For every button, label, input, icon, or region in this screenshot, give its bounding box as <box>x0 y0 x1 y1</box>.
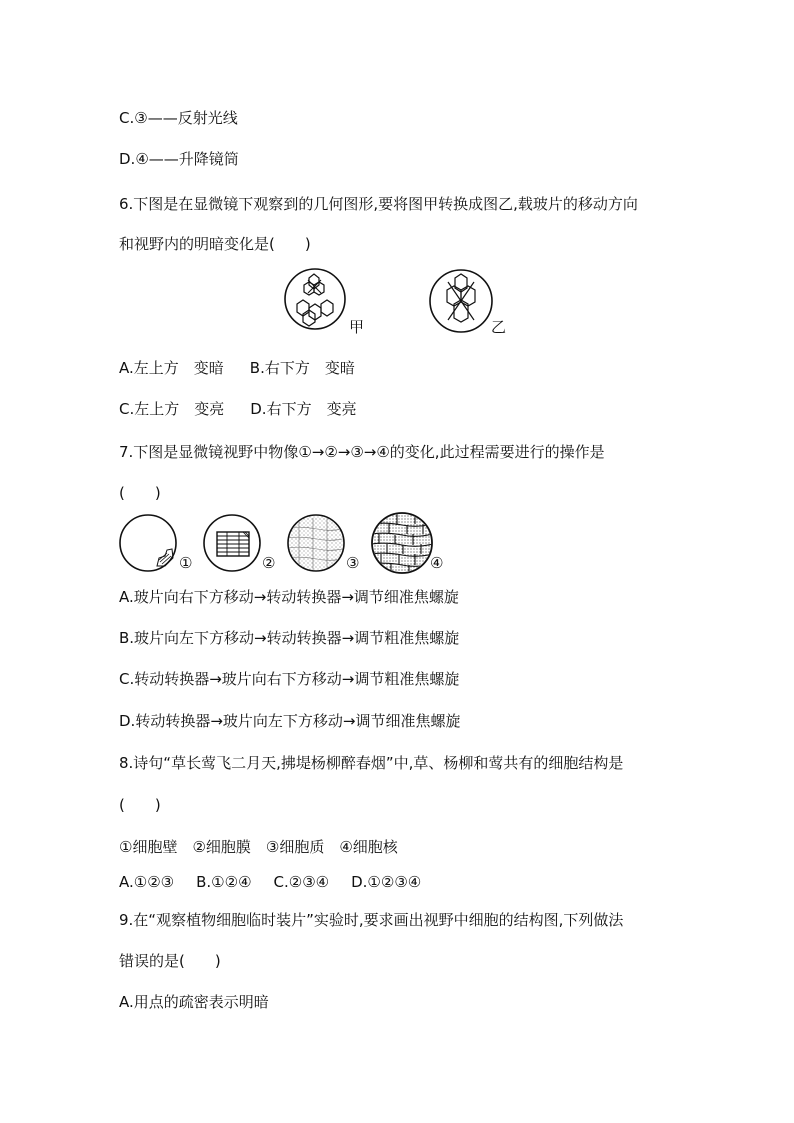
figure-yi <box>428 268 494 334</box>
q6-option-d: D.右下方 变亮 <box>250 400 357 418</box>
microscope-view-3-label: ③ <box>346 554 360 572</box>
q8-stem-line2: ( ) <box>119 796 161 814</box>
microscope-view-1-label: ① <box>179 554 193 572</box>
q6-option-a: A.左上方 变暗 <box>119 359 224 377</box>
q7-option-a: A.玻片向右下方移动→转动转换器→调节细准焦螺旋 <box>119 588 459 606</box>
q6-options-cd <box>119 398 357 420</box>
q8-items: ①细胞壁 ②细胞膜 ③细胞质 ④细胞核 <box>119 838 398 856</box>
q8-option-c: C.②③④ <box>273 873 330 891</box>
q9-stem-line2: 错误的是( ) <box>119 952 221 970</box>
q8-stem-line1: 8.诗句“草长莺飞二月天,拂堤杨柳醉春烟”中,草、杨柳和莺共有的细胞结构是 <box>119 754 624 772</box>
q8-option-a: A.①②③ <box>119 873 175 891</box>
q5-option-c: C.③——反射光线 <box>119 109 238 127</box>
q6-options-ab <box>119 357 355 379</box>
q9-option-a: A.用点的疏密表示明暗 <box>119 993 269 1011</box>
q6-stem-line2: 和视野内的明暗变化是( ) <box>119 235 311 253</box>
q7-option-d: D.转动转换器→玻片向左下方移动→调节细准焦螺旋 <box>119 712 461 730</box>
microscope-view-2-label: ② <box>262 554 276 572</box>
q7-option-b: B.玻片向左下方移动→转动转换器→调节粗准焦螺旋 <box>119 629 460 647</box>
figure-jia-label: 甲 <box>349 318 365 336</box>
q6-stem-line1: 6.下图是在显微镜下观察到的几何图形,要将图甲转换成图乙,载玻片的移动方向 <box>119 195 638 213</box>
q7-option-c: C.转动转换器→玻片向右下方移动→调节粗准焦螺旋 <box>119 670 460 688</box>
q6-option-c: C.左上方 变亮 <box>119 400 225 418</box>
q5-option-d: D.④——升降镜筒 <box>119 150 239 168</box>
q6-option-b: B.右下方 变暗 <box>249 359 355 377</box>
microscope-view-3 <box>287 514 347 574</box>
microscope-view-4-label: ④ <box>430 554 444 572</box>
q8-options <box>119 871 421 893</box>
microscope-view-2 <box>203 514 263 574</box>
microscope-view-1 <box>119 514 179 574</box>
q8-option-d: D.①②③④ <box>351 873 422 891</box>
figure-jia <box>283 268 353 334</box>
microscope-view-4 <box>371 512 433 574</box>
figure-yi-label: 乙 <box>491 318 507 336</box>
q8-option-b: B.①②④ <box>196 873 252 891</box>
q7-stem-line1: 7.下图是显微镜视野中物像①→②→③→④的变化,此过程需要进行的操作是 <box>119 443 605 461</box>
q9-stem-line1: 9.在“观察植物细胞临时装片”实验时,要求画出视野中细胞的结构图,下列做法 <box>119 911 624 929</box>
q7-stem-line2: ( ) <box>119 484 161 502</box>
